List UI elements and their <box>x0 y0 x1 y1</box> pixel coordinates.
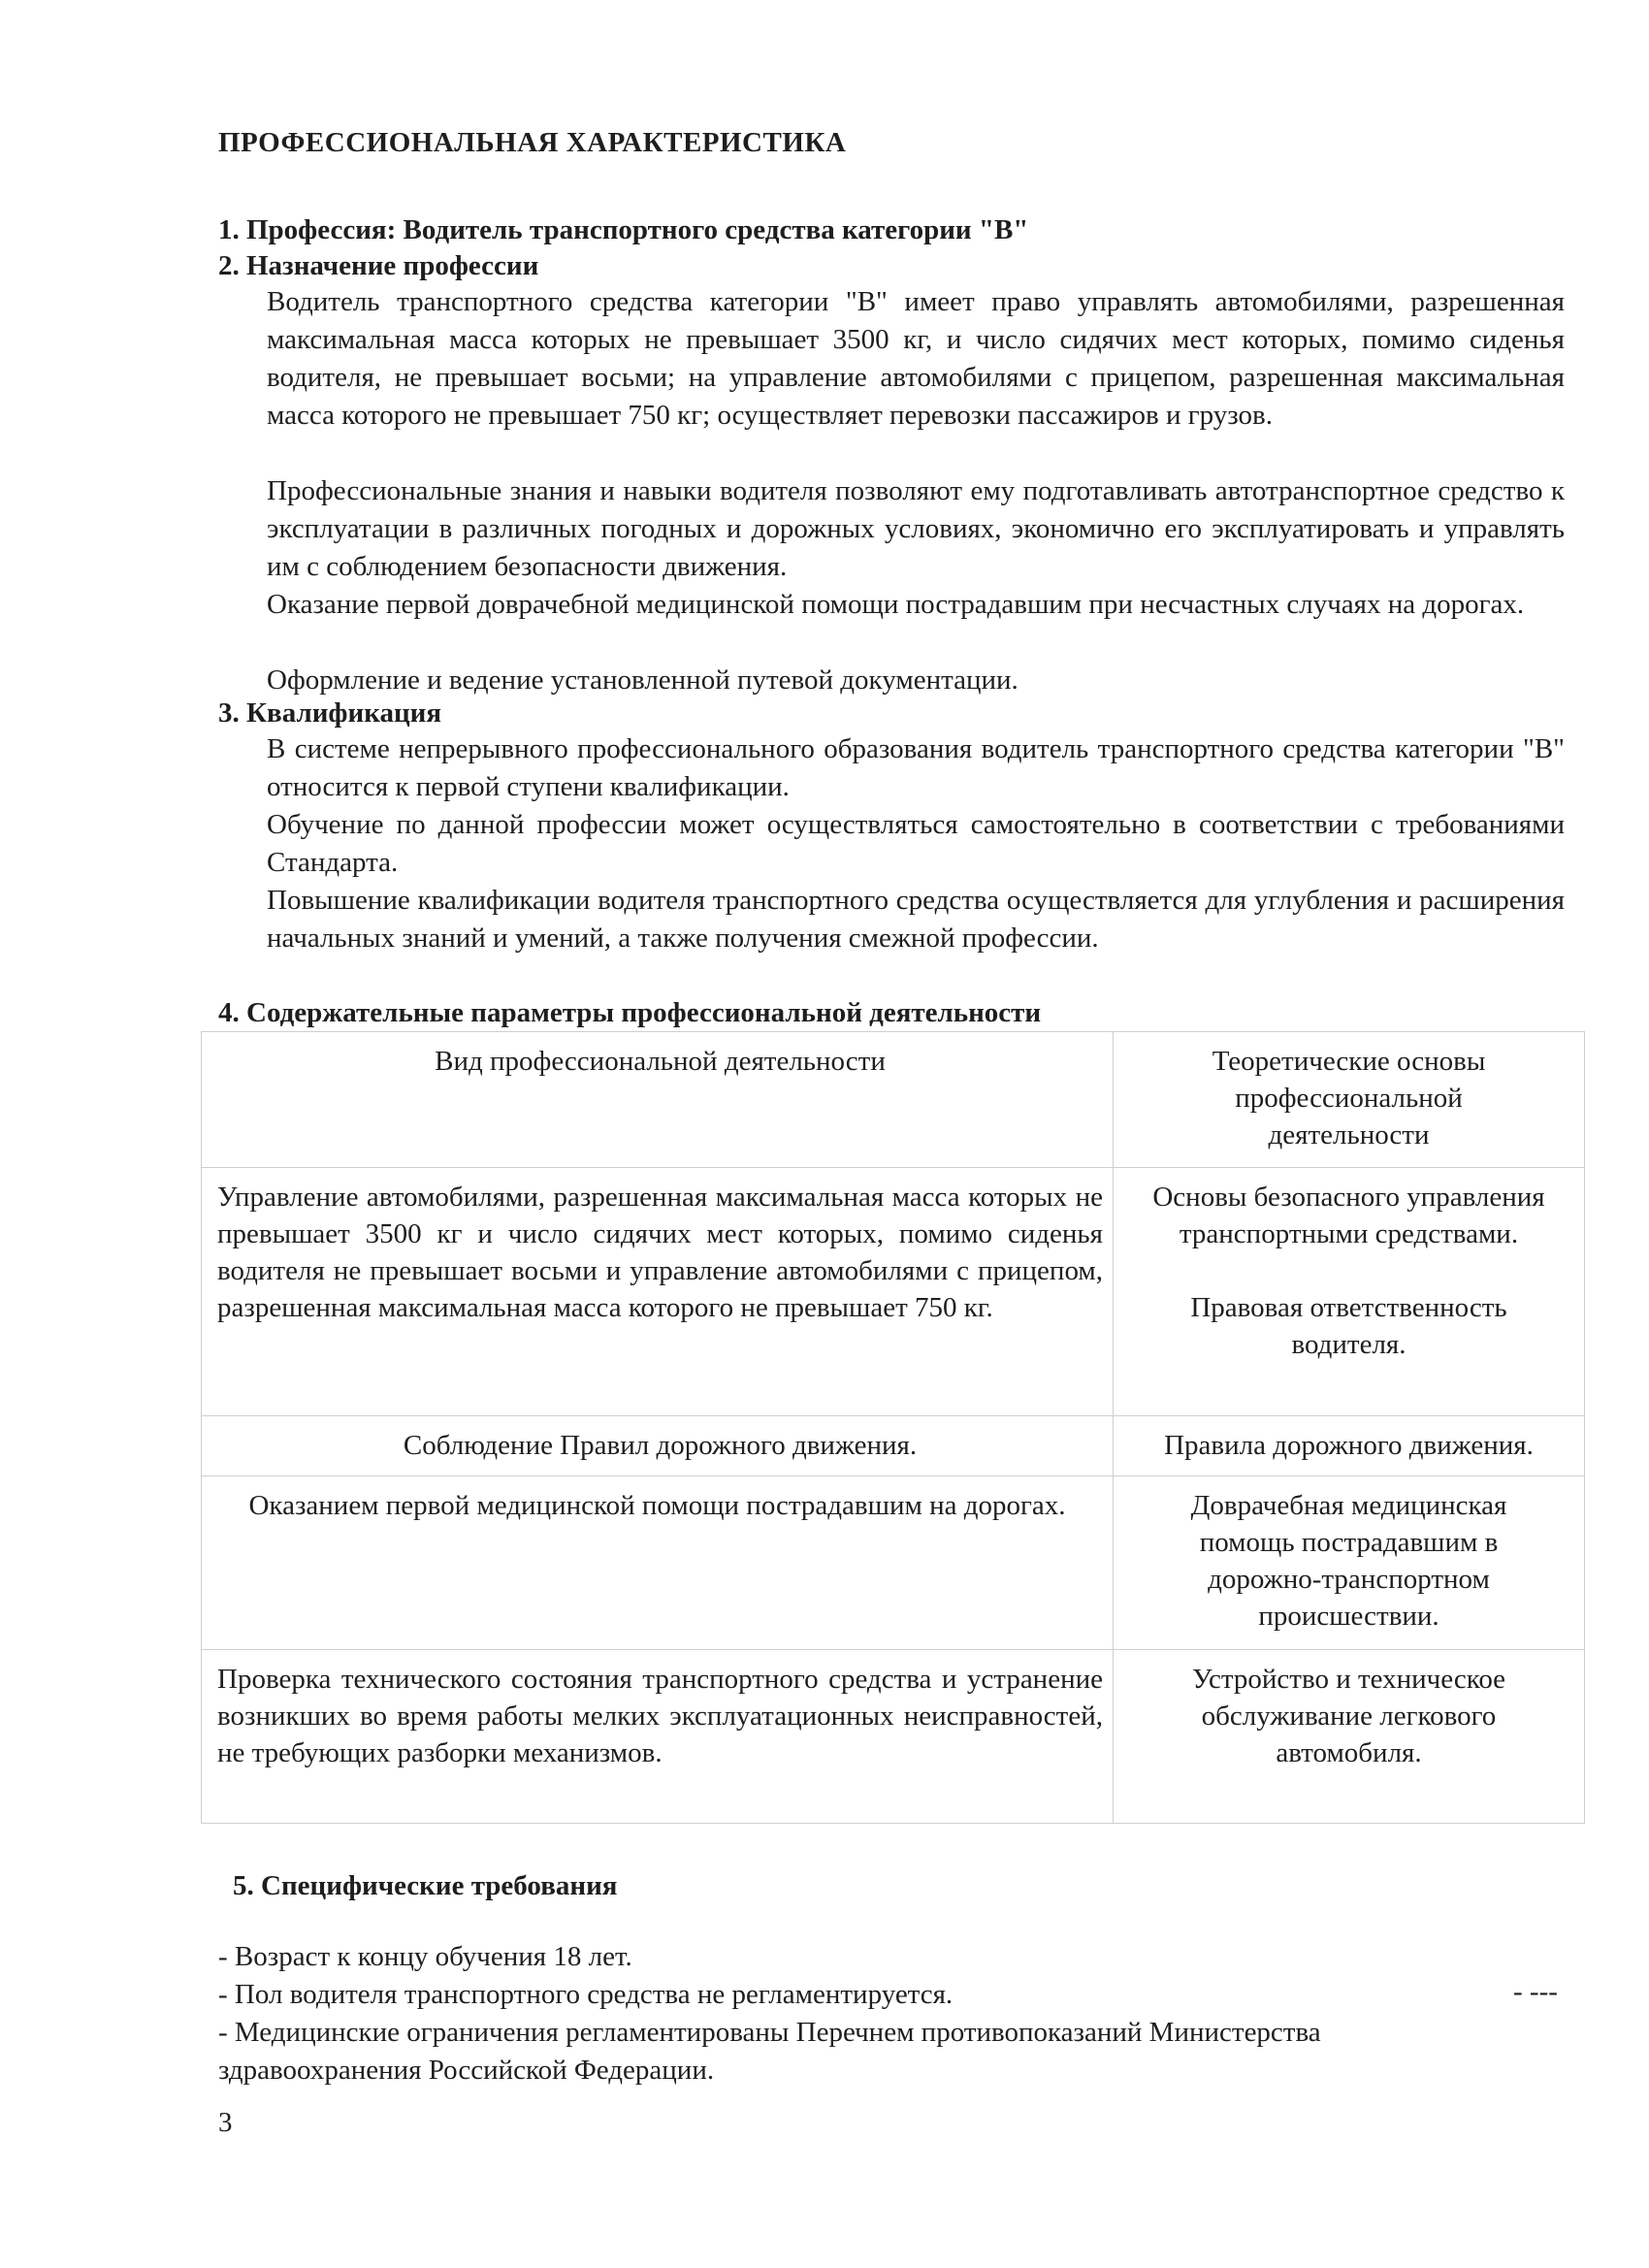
list-item: - Медицинские ограничения регламентированы Перечнем противопоказаний Министерства <box>218 2017 1321 2048</box>
section1-heading: 1. Профессия: Водитель транспортного средства категории "В" <box>218 214 1029 245</box>
list-item: здравоохранения Российской Федерации. <box>218 2055 715 2086</box>
document-title: ПРОФЕССИОНАЛЬНАЯ ХАРАКТЕРИСТИКА <box>218 127 847 158</box>
section2-heading: 2. Назначение профессии <box>218 250 539 281</box>
table-cell-activity: Управление автомобилями, разрешенная максимальная масса которых не превышает 3500 кг и число сидячих мест которых, помимо сиденья водителя не превышает восьми и управление автомобилями с прицепом, разрешенная максимальная масса которого не превышает 750 кг. <box>202 1168 1114 1416</box>
section2-paragraph-3: Оказание первой доврачебной медицинской помощи пострадавшим при несчастных случаях на дорогах. <box>267 589 1525 620</box>
requirements-list <box>218 1938 1596 2090</box>
table-cell-theory <box>1114 1168 1585 1416</box>
section4-heading: 4. Содержательные параметры профессиональной деятельности <box>218 997 1042 1028</box>
table-cell-activity: Оказанием первой медицинской помощи пострадавшим на дорогах. <box>202 1476 1114 1650</box>
table-header-row <box>202 1032 1585 1168</box>
list-item: - Пол водителя транспортного средства не регламентируется. <box>218 1979 954 2010</box>
list-item: - Возраст к концу обучения 18 лет. <box>218 1941 632 1972</box>
table-cell-theory: Доврачебная медицинская помощь пострадавшим в дорожно-транспортном происшествии. <box>1114 1476 1585 1650</box>
section3-paragraph-3: Повышение квалификации водителя транспортного средства осуществляется для углубления и расширения начальных знаний и умений, а также получения смежной профессии. <box>267 885 1565 954</box>
table-cell-theory: Устройство и техническое обслуживание легкового автомобиля. <box>1114 1650 1585 1824</box>
page-number: 3 <box>218 2107 233 2138</box>
activity-parameters-table <box>201 1031 1585 1824</box>
section3-paragraph-1: В системе непрерывного профессионального образования водитель транспортного средства категории "В" относится к первой ступени квалификации. <box>267 733 1565 802</box>
section2-paragraph-4: Оформление и ведение установленной путевой документации. <box>267 664 1018 696</box>
section5-heading: 5. Специфические требования <box>233 1870 618 1901</box>
section3-paragraph-2: Обучение по данной профессии может осуществляться самостоятельно в соответствии с требованиями Стандарта. <box>267 809 1565 878</box>
table-cell-theory: Правила дорожного движения. <box>1114 1416 1585 1476</box>
dash-mark: - --- <box>1513 1976 1558 2007</box>
table-header-theory: Теоретические основы профессиональной деятельности <box>1114 1032 1585 1168</box>
table-row <box>202 1416 1585 1476</box>
table-cell-activity: Соблюдение Правил дорожного движения. <box>202 1416 1114 1476</box>
section2-paragraph-2: Профессиональные знания и навыки водителя позволяют ему подготавливать автотранспортное средство к эксплуатации в различных погодных и дорожных условиях, экономично его эксплуатировать и управлять им с соблюдением безопасности движения. <box>267 475 1565 582</box>
table-row <box>202 1476 1585 1650</box>
table-row <box>202 1168 1585 1416</box>
table-cell-activity: Проверка технического состояния транспортного средства и устранение возникших во время работы мелких эксплуатационных неисправностей, не требующих разборки механизмов. <box>202 1650 1114 1824</box>
table-header-activity: Вид профессиональной деятельности <box>202 1032 1114 1168</box>
section3-heading: 3. Квалификация <box>218 697 442 729</box>
section2-paragraph-1: Водитель транспортного средства категории "В" имеет право управлять автомобилями, разрешенная максимальная масса которых не превышает 3500 кг, и число сидячих мест которых, помимо сиденья водителя, не превышает восьми; на управление автомобилями с прицепом, разрешенная максимальная масса которого не превышает 750 кг; осуществляет перевозки пассажиров и грузов. <box>267 286 1565 431</box>
theory-line: Правовая ответственность водителя. <box>1190 1292 1507 1360</box>
theory-line: Основы безопасного управления транспортными средствами. <box>1152 1182 1545 1249</box>
table-row <box>202 1650 1585 1824</box>
